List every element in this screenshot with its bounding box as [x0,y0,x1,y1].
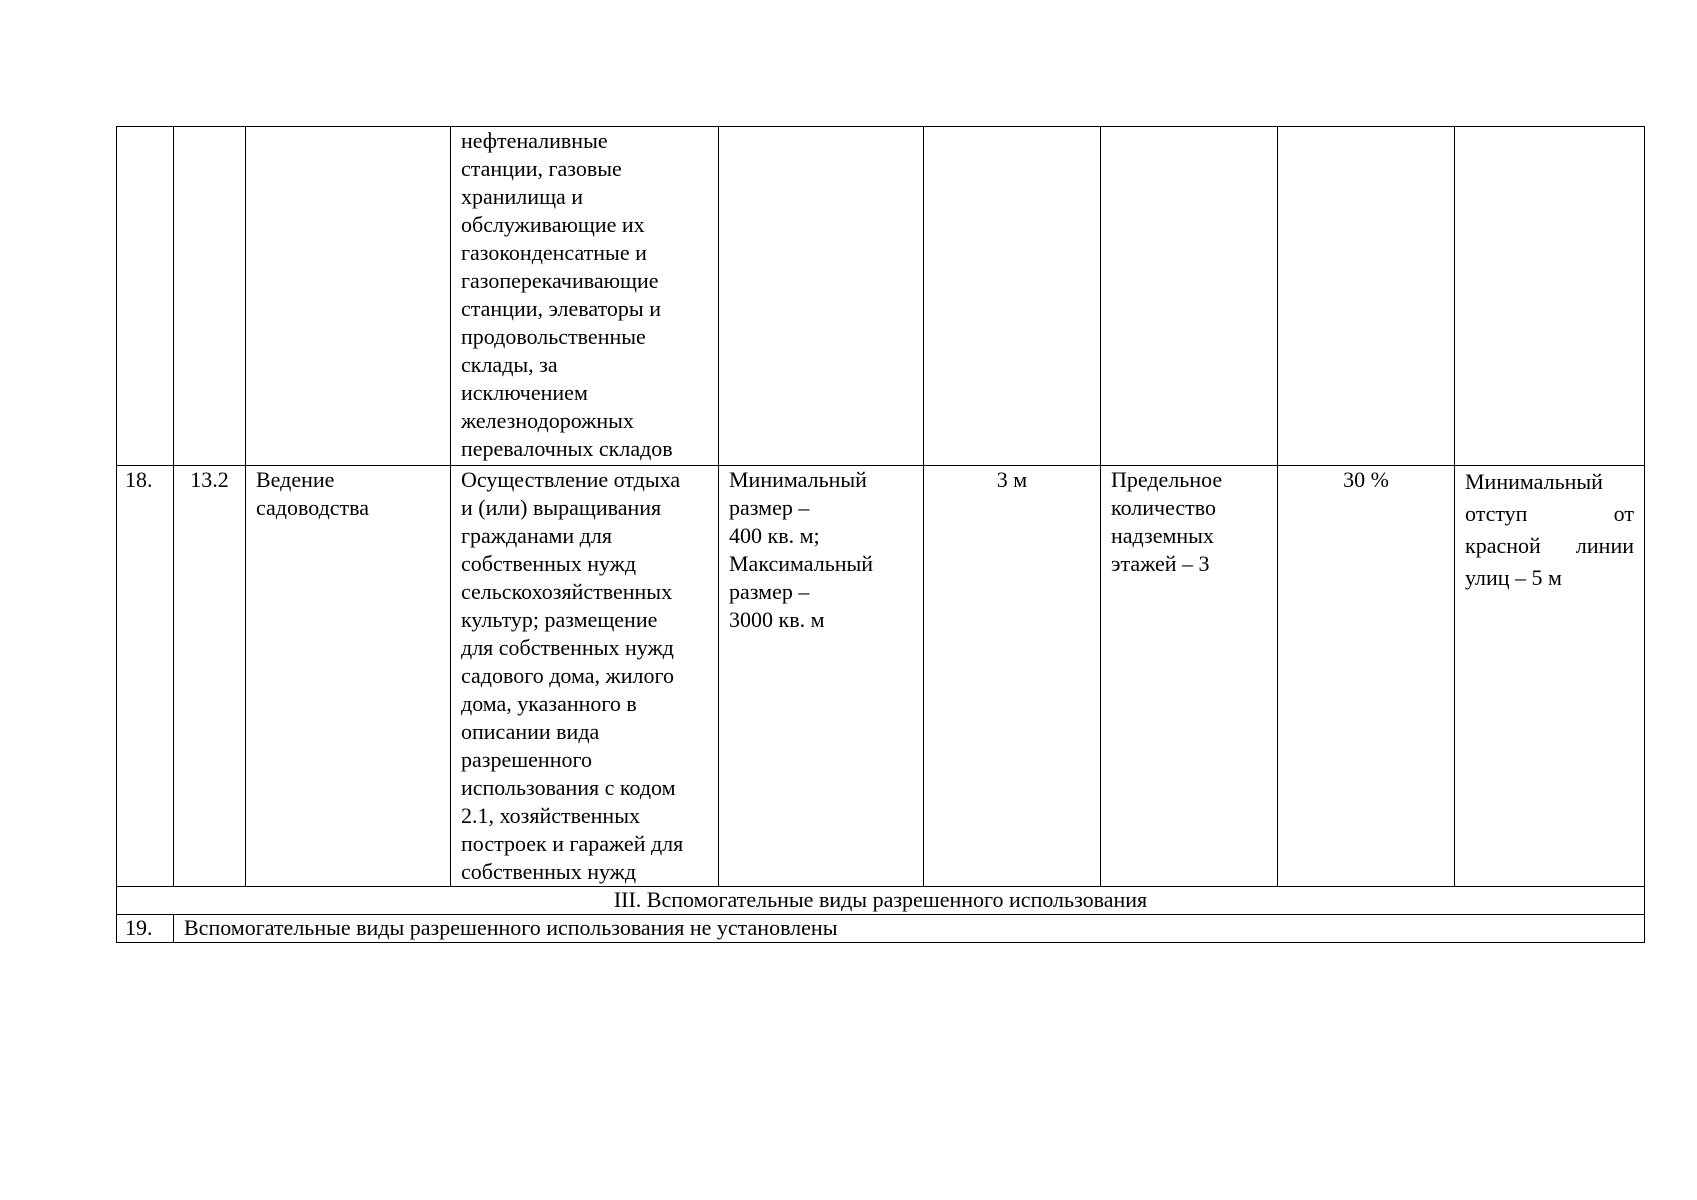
cell-description: нефтеналивные станции, газовые хранилища и обслуживающие их газоконденсатные и газоперекачивающие станции, элеваторы и продовольственные склады, за исключением железнодорожных перевалочных складов [451,127,719,466]
cell-setback [924,127,1101,466]
table-row-continued [117,127,1645,466]
cell-coverage: 30 % [1278,466,1455,887]
table-row-19 [117,915,1645,943]
cell-description: Осуществление отдыха и (или) выращивания гражданами для собственных нужд сельскохозяйственных культур; размещение для собственных нужд садового дома, жилого дома, указанного в описании вида разрешенного использования с кодом 2.1, хозяйственных построек и гаражей для собственных нужд [451,466,719,887]
cell-other [1455,127,1645,466]
cell-name: Ведение садоводства [246,466,451,887]
cell-code: 13.2 [174,466,246,887]
section-header: III. Вспомогательные виды разрешенного использования [117,887,1645,915]
cell-floors [1101,127,1278,466]
cell-name [246,127,451,466]
cell-floors: Предельное количество надземных этажей – 3 [1101,466,1278,887]
cell-setback: 3 м [924,466,1101,887]
cell-plot-size: Минимальный размер – 400 кв. м; Максимальный размер – 3000 кв. м [719,466,924,887]
cell-number [117,127,174,466]
cell-code [174,127,246,466]
cell-number: 19. [117,915,174,943]
cell-coverage [1278,127,1455,466]
cell-plot-size [719,127,924,466]
section-header-row [117,887,1645,915]
cell-other: Минимальный отступ от красной линии улиц – 5 м [1455,466,1645,887]
cell-number: 18. [117,466,174,887]
land-use-table [116,126,1645,943]
cell-text: Вспомогательные виды разрешенного использования не установлены [174,915,1645,943]
table-row-18 [117,466,1645,887]
